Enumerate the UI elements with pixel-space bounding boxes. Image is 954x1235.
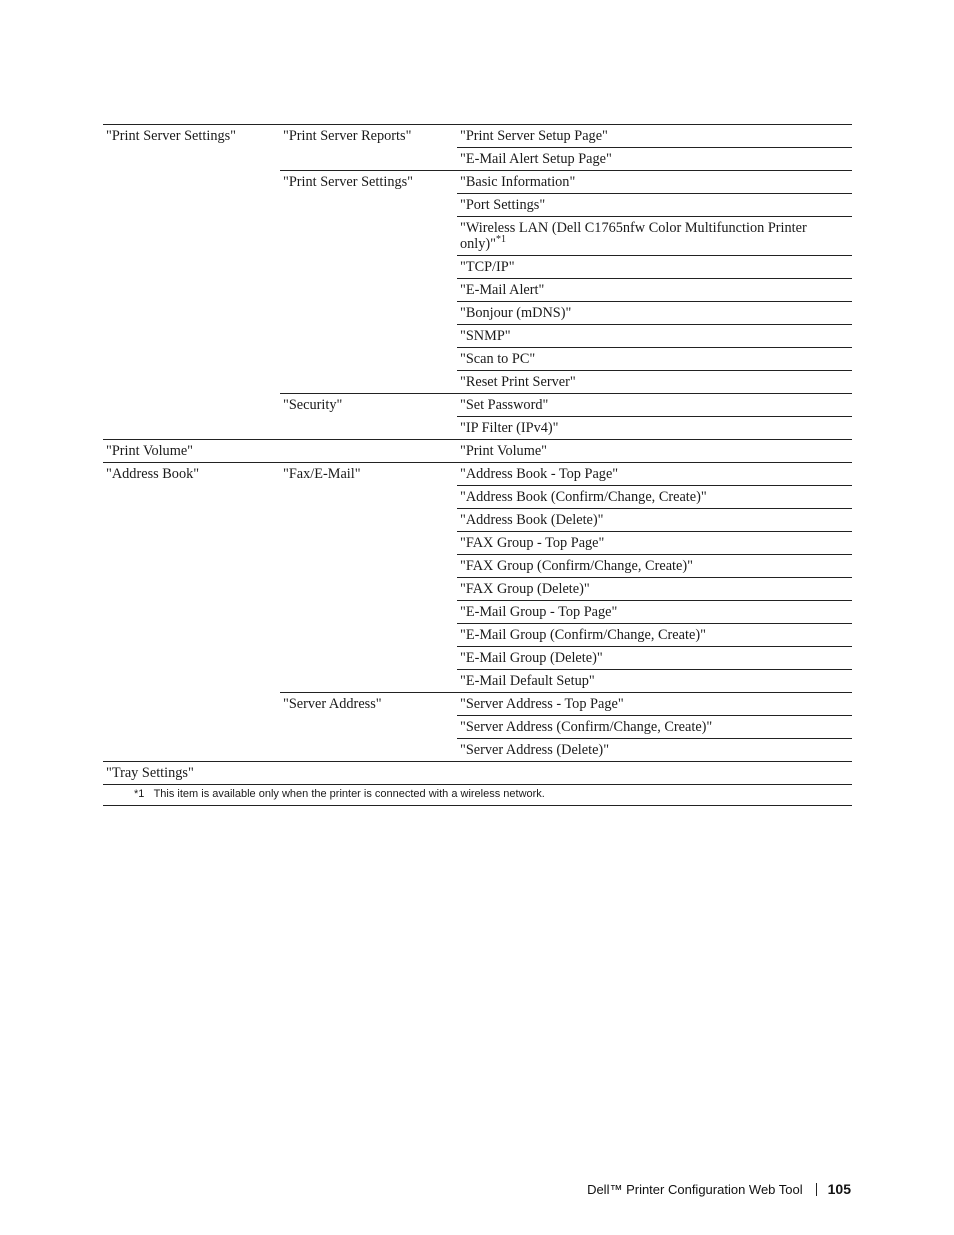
cell-text: "Server Address - Top Page" <box>460 696 624 712</box>
menu-level-3-cell <box>457 194 852 217</box>
menu-level-2-cell <box>280 148 457 171</box>
menu-structure-table <box>103 124 852 806</box>
menu-level-1-cell <box>103 194 280 217</box>
menu-level-3-cell <box>457 716 852 739</box>
menu-level-2-cell <box>280 762 457 785</box>
menu-level-3-cell <box>457 601 852 624</box>
menu-level-2-cell <box>280 693 457 716</box>
menu-level-1-cell <box>103 256 280 279</box>
menu-level-1-cell <box>103 440 280 463</box>
menu-level-3-cell <box>457 509 852 532</box>
menu-level-2-cell <box>280 194 457 217</box>
menu-level-3-cell <box>457 148 852 171</box>
menu-level-1-cell <box>103 601 280 624</box>
menu-level-2-cell <box>280 348 457 371</box>
cell-text: "Reset Print Server" <box>460 374 576 390</box>
table-row <box>103 509 852 532</box>
table-row <box>103 739 852 762</box>
cell-text: "Print Volume" <box>460 443 548 459</box>
menu-level-1-cell <box>103 394 280 417</box>
menu-level-2-cell <box>280 555 457 578</box>
table-row <box>103 647 852 670</box>
table-row <box>103 463 852 486</box>
menu-level-2-cell <box>280 624 457 647</box>
menu-level-3-cell <box>457 463 852 486</box>
cell-text: "Print Server Settings" <box>283 174 414 190</box>
table-row <box>103 194 852 217</box>
table-row <box>103 325 852 348</box>
cell-text: "E-Mail Group (Delete)" <box>460 650 603 666</box>
cell-text: "Port Settings" <box>460 197 546 213</box>
cell-text: "IP Filter (IPv4)" <box>460 420 559 436</box>
table-row <box>103 578 852 601</box>
menu-level-3-cell <box>457 486 852 509</box>
table-row <box>103 555 852 578</box>
menu-level-1-cell <box>103 279 280 302</box>
cell-text: "Bonjour (mDNS)" <box>460 305 572 321</box>
menu-level-3-cell <box>457 279 852 302</box>
cell-text: "Address Book" <box>106 466 200 482</box>
menu-level-1-cell <box>103 325 280 348</box>
menu-level-2-cell <box>280 302 457 325</box>
menu-level-3-cell <box>457 670 852 693</box>
menu-level-2-cell <box>280 440 457 463</box>
table-row <box>103 762 852 785</box>
menu-level-2-cell <box>280 463 457 486</box>
menu-level-3-cell <box>457 256 852 279</box>
footnote-row <box>103 785 852 806</box>
cell-text: "Security" <box>283 397 343 413</box>
table-row <box>103 417 852 440</box>
menu-level-3-cell <box>457 371 852 394</box>
menu-level-2-cell <box>280 371 457 394</box>
menu-level-2-cell <box>280 739 457 762</box>
menu-level-2-cell <box>280 670 457 693</box>
table-row <box>103 256 852 279</box>
menu-level-1-cell <box>103 509 280 532</box>
menu-level-3-cell <box>457 647 852 670</box>
cell-text: "Server Address" <box>283 696 382 712</box>
table-row <box>103 302 852 325</box>
menu-level-1-cell <box>103 348 280 371</box>
table-row <box>103 601 852 624</box>
cell-text: "Print Server Reports" <box>283 128 412 144</box>
menu-level-2-cell <box>280 716 457 739</box>
menu-level-3-cell <box>457 578 852 601</box>
page-number: 105 <box>827 1181 851 1197</box>
menu-level-1-cell <box>103 578 280 601</box>
page-footer <box>587 1181 851 1197</box>
menu-level-1-cell <box>103 670 280 693</box>
cell-text: "TCP/IP" <box>460 259 515 275</box>
cell-text: "E-Mail Group - Top Page" <box>460 604 618 620</box>
menu-level-3-cell <box>457 624 852 647</box>
cell-text: "E-Mail Group (Confirm/Change, Create)" <box>460 627 706 643</box>
table-row <box>103 716 852 739</box>
menu-level-2-cell <box>280 279 457 302</box>
footnote-text: This item is available only when the printer is connected with a wireless network. <box>153 788 545 800</box>
table-row <box>103 624 852 647</box>
menu-level-1-cell <box>103 486 280 509</box>
menu-level-2-cell <box>280 125 457 148</box>
table-row <box>103 693 852 716</box>
menu-table-body <box>103 125 852 785</box>
cell-text: "Address Book (Delete)" <box>460 512 604 528</box>
footnote-reference: *1 <box>496 234 507 245</box>
menu-level-3-cell <box>457 348 852 371</box>
menu-level-3-cell <box>457 325 852 348</box>
cell-text: "Address Book (Confirm/Change, Create)" <box>460 489 707 505</box>
table-row <box>103 171 852 194</box>
cell-text: "Print Server Setup Page" <box>460 128 608 144</box>
menu-level-3-cell <box>457 302 852 325</box>
cell-text: "Print Volume" <box>106 443 194 459</box>
cell-text: "Fax/E-Mail" <box>283 466 361 482</box>
cell-text: "Basic Information" <box>460 174 576 190</box>
menu-level-2-cell <box>280 217 457 256</box>
table-row <box>103 371 852 394</box>
menu-level-2-cell <box>280 256 457 279</box>
menu-level-1-cell <box>103 148 280 171</box>
menu-level-2-cell <box>280 532 457 555</box>
menu-level-2-cell <box>280 171 457 194</box>
menu-level-3-cell <box>457 394 852 417</box>
menu-level-1-cell <box>103 762 280 785</box>
table-row <box>103 486 852 509</box>
cell-text: "Wireless LAN (Dell C1765nfw Color Multifunction Printer only)" <box>460 220 807 252</box>
cell-text: "Tray Settings" <box>106 765 194 781</box>
menu-level-1-cell <box>103 647 280 670</box>
cell-text: "FAX Group (Delete)" <box>460 581 590 597</box>
cell-text: "Scan to PC" <box>460 351 536 367</box>
menu-level-3-cell <box>457 217 852 256</box>
cell-text: "Address Book - Top Page" <box>460 466 619 482</box>
cell-text: "FAX Group (Confirm/Change, Create)" <box>460 558 693 574</box>
menu-level-2-cell <box>280 601 457 624</box>
menu-level-1-cell <box>103 125 280 148</box>
cell-text: "E-Mail Alert" <box>460 282 545 298</box>
table-row <box>103 217 852 256</box>
table-row <box>103 125 852 148</box>
table-row <box>103 148 852 171</box>
menu-level-2-cell <box>280 325 457 348</box>
menu-level-3-cell <box>457 555 852 578</box>
menu-level-1-cell <box>103 532 280 555</box>
menu-level-3-cell <box>457 693 852 716</box>
menu-level-3-cell <box>457 125 852 148</box>
menu-level-1-cell <box>103 716 280 739</box>
menu-level-2-cell <box>280 417 457 440</box>
table-row <box>103 532 852 555</box>
menu-level-3-cell <box>457 739 852 762</box>
menu-level-3-cell <box>457 762 852 785</box>
cell-text: "FAX Group - Top Page" <box>460 535 605 551</box>
table-row <box>103 440 852 463</box>
menu-level-1-cell <box>103 302 280 325</box>
menu-level-1-cell <box>103 417 280 440</box>
footer-separator <box>816 1183 817 1196</box>
menu-level-1-cell <box>103 463 280 486</box>
cell-text: "E-Mail Alert Setup Page" <box>460 151 612 167</box>
menu-level-1-cell <box>103 371 280 394</box>
footer-title: Dell™ Printer Configuration Web Tool <box>587 1181 803 1197</box>
cell-text: "Set Password" <box>460 397 549 413</box>
menu-level-3-cell <box>457 417 852 440</box>
menu-level-1-cell <box>103 624 280 647</box>
menu-level-2-cell <box>280 578 457 601</box>
menu-level-3-cell <box>457 171 852 194</box>
table-row <box>103 279 852 302</box>
menu-level-3-cell <box>457 440 852 463</box>
menu-level-2-cell <box>280 647 457 670</box>
table-row <box>103 670 852 693</box>
footnote <box>103 785 852 806</box>
menu-level-2-cell <box>280 486 457 509</box>
menu-level-2-cell <box>280 509 457 532</box>
menu-level-3-cell <box>457 532 852 555</box>
cell-text: "Server Address (Confirm/Change, Create)" <box>460 719 713 735</box>
menu-level-1-cell <box>103 739 280 762</box>
menu-level-1-cell <box>103 555 280 578</box>
cell-text: "Print Server Settings" <box>106 128 237 144</box>
table-row <box>103 394 852 417</box>
menu-level-1-cell <box>103 171 280 194</box>
cell-text: "Server Address (Delete)" <box>460 742 610 758</box>
table-row <box>103 348 852 371</box>
menu-level-2-cell <box>280 394 457 417</box>
menu-level-1-cell <box>103 217 280 256</box>
cell-text: "E-Mail Default Setup" <box>460 673 595 689</box>
cell-text: "SNMP" <box>460 328 511 344</box>
footnote-marker: *1 <box>134 788 145 800</box>
menu-level-1-cell <box>103 693 280 716</box>
